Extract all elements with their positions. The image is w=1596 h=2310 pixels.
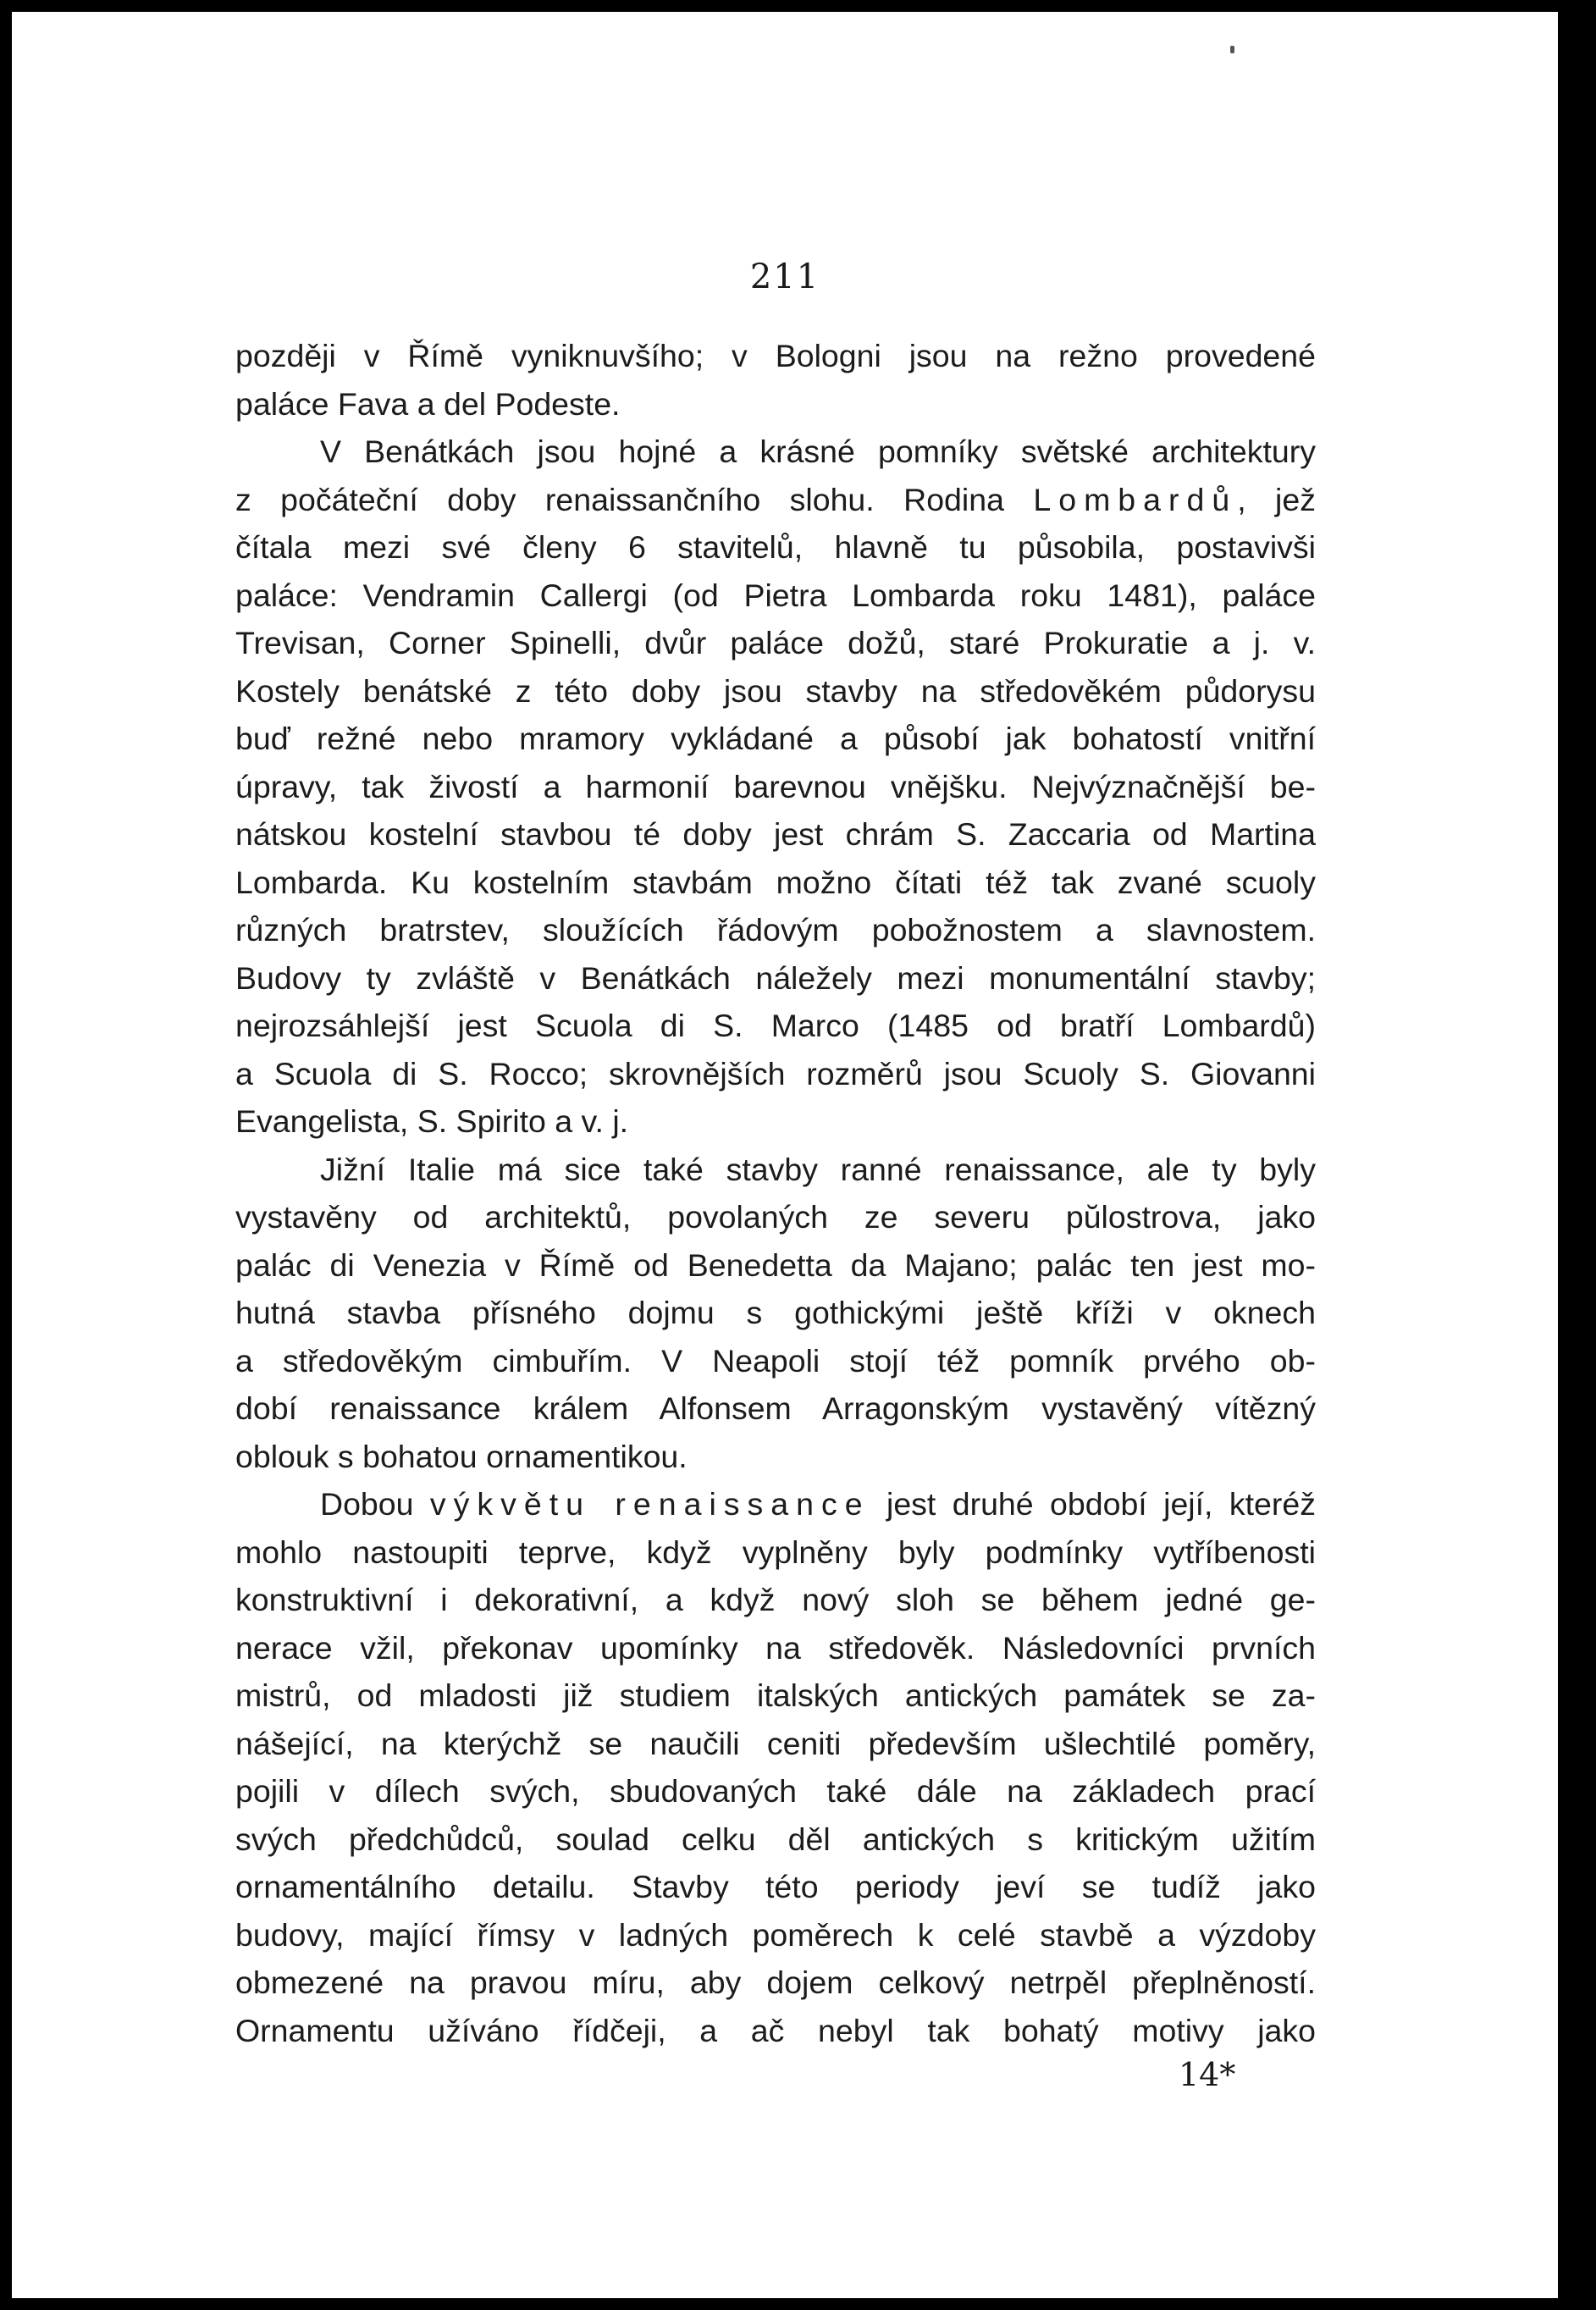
text-line: pojili v dílech svých, sbudovaných také dále na základech prací [235,1773,1316,1809]
text-line: konstruktivní i dekorativní, a když nový sloh se během jedné ge- [235,1582,1316,1617]
emphasized-term: výkvětu renaissance [429,1486,870,1522]
text-line: obmezené na pravou míru, aby dojem celkový netrpěl přeplněností. [235,1965,1316,2000]
text-line: V Benátkách jsou hojné a krásné pomníky světské architektury [320,434,1316,469]
text-line [235,1480,1316,1528]
text-line: buď režné nebo mramory vykládané a působí jak bohatostí vnitřní [235,721,1316,756]
paper-speck [1230,46,1234,53]
text-line [235,476,1316,524]
body-text [235,332,1316,2054]
book-page [12,12,1558,2298]
text-line: paláce: Vendramin Callergi (od Pietra Lombarda roku 1481), paláce [235,577,1316,613]
text-line: různých bratrstev, sloužících řádovým pobožnostem a slavnostem. [235,912,1316,948]
text-line: dobí renaissance králem Alfonsem Arragonským vystavěný vítězný [235,1390,1316,1426]
text-line: hutná stavba přísného dojmu s gothickými ještě kříži v oknech [235,1295,1316,1330]
text-line: úpravy, tak živostí a harmonií barevnou vnějšku. Nejvýznačnější be- [235,768,1316,804]
text-line: svých předchůdců, soulad celku děl antických s kritickým užitím [235,1821,1316,1857]
text-line: Jižní Italie má sice také stavby ranné renaissance, ale ty byly [320,1151,1316,1187]
page-number: 211 [749,257,820,296]
text-line: Evangelista, S. Spirito a v. j. [235,1103,629,1139]
text-fragment: jest druhé období její, kteréž [870,1486,1316,1522]
text-line: nejrozsáhlejší jest Scuola di S. Marco (1485 od bratří Lombardů) [235,1008,1316,1043]
text-line: později v Římě vyniknuvšího; v Bologni jsou na režno provedené [235,338,1316,373]
emphasized-name: Lombardů [1033,481,1238,517]
text-line: Ornamentu užíváno řídčeji, a ač nebyl tak bohatý motivy jako [235,2012,1316,2048]
text-line: a středověkým cimbuřím. V Neapoli stojí též pomník prvého ob- [235,1342,1316,1379]
text-line: a Scuola di S. Rocco; skrovnějších rozměrů jsou Scuoly S. Giovanni [235,1055,1316,1091]
text-line: paláce Fava a del Podeste. [235,385,621,422]
text-line: Trevisan, Corner Spinelli, dvůr paláce dožů, staré Prokuratie a j. v. [235,625,1316,660]
text-line: Budovy ty zvláště v Benátkách náležely mezi monumentální stavby; [235,959,1316,996]
text-line: nášející, na kterýchž se naučili ceniti především ušlechtilé poměry, [235,1725,1316,1761]
text-line: budovy, mající římsy v ladných poměrech k celé stavbě a výzdoby [235,1916,1316,1953]
text-line: Lombarda. Ku kostelním stavbám možno čítati též tak zvané scuoly [235,864,1316,900]
text-line: vystavěny od architektů, povolaných ze severu pŭlostrova, jako [235,1199,1316,1235]
text-line: oblouk s bohatou ornamentikou. [235,1438,688,1474]
signature-mark: 14* [1179,2056,1236,2093]
text-line: nátskou kostelní stavbou té doby jest chrám S. Zaccaria od Martina [235,816,1316,852]
text-line: nerace vžil, překonav upomínky na středověk. Následovníci prvních [235,1629,1316,1666]
text-line: palác di Venezia v Římě od Benedetta da Majano; palác ten jest mo- [235,1246,1316,1283]
text-line: mistrů, od mladosti již studiem italských antických památek se za- [235,1677,1316,1713]
text-fragment: Dobou [320,1486,430,1522]
text-line: ornamentálního detailu. Stavby této periody jeví se tudíž jako [235,1869,1316,1904]
text-fragment: z počáteční doby renaissančního slohu. Rodina [235,481,1034,517]
text-fragment: , jež [1237,481,1316,517]
text-line: čítala mezi své členy 6 stavitelů, hlavně tu působila, postavivši [235,529,1316,565]
text-line: Kostely benátské z této doby jsou stavby na středověkém půdorysu [235,672,1316,709]
text-line: mohlo nastoupiti teprve, když vyplněny byly podmínky vytříbenosti [235,1534,1316,1570]
